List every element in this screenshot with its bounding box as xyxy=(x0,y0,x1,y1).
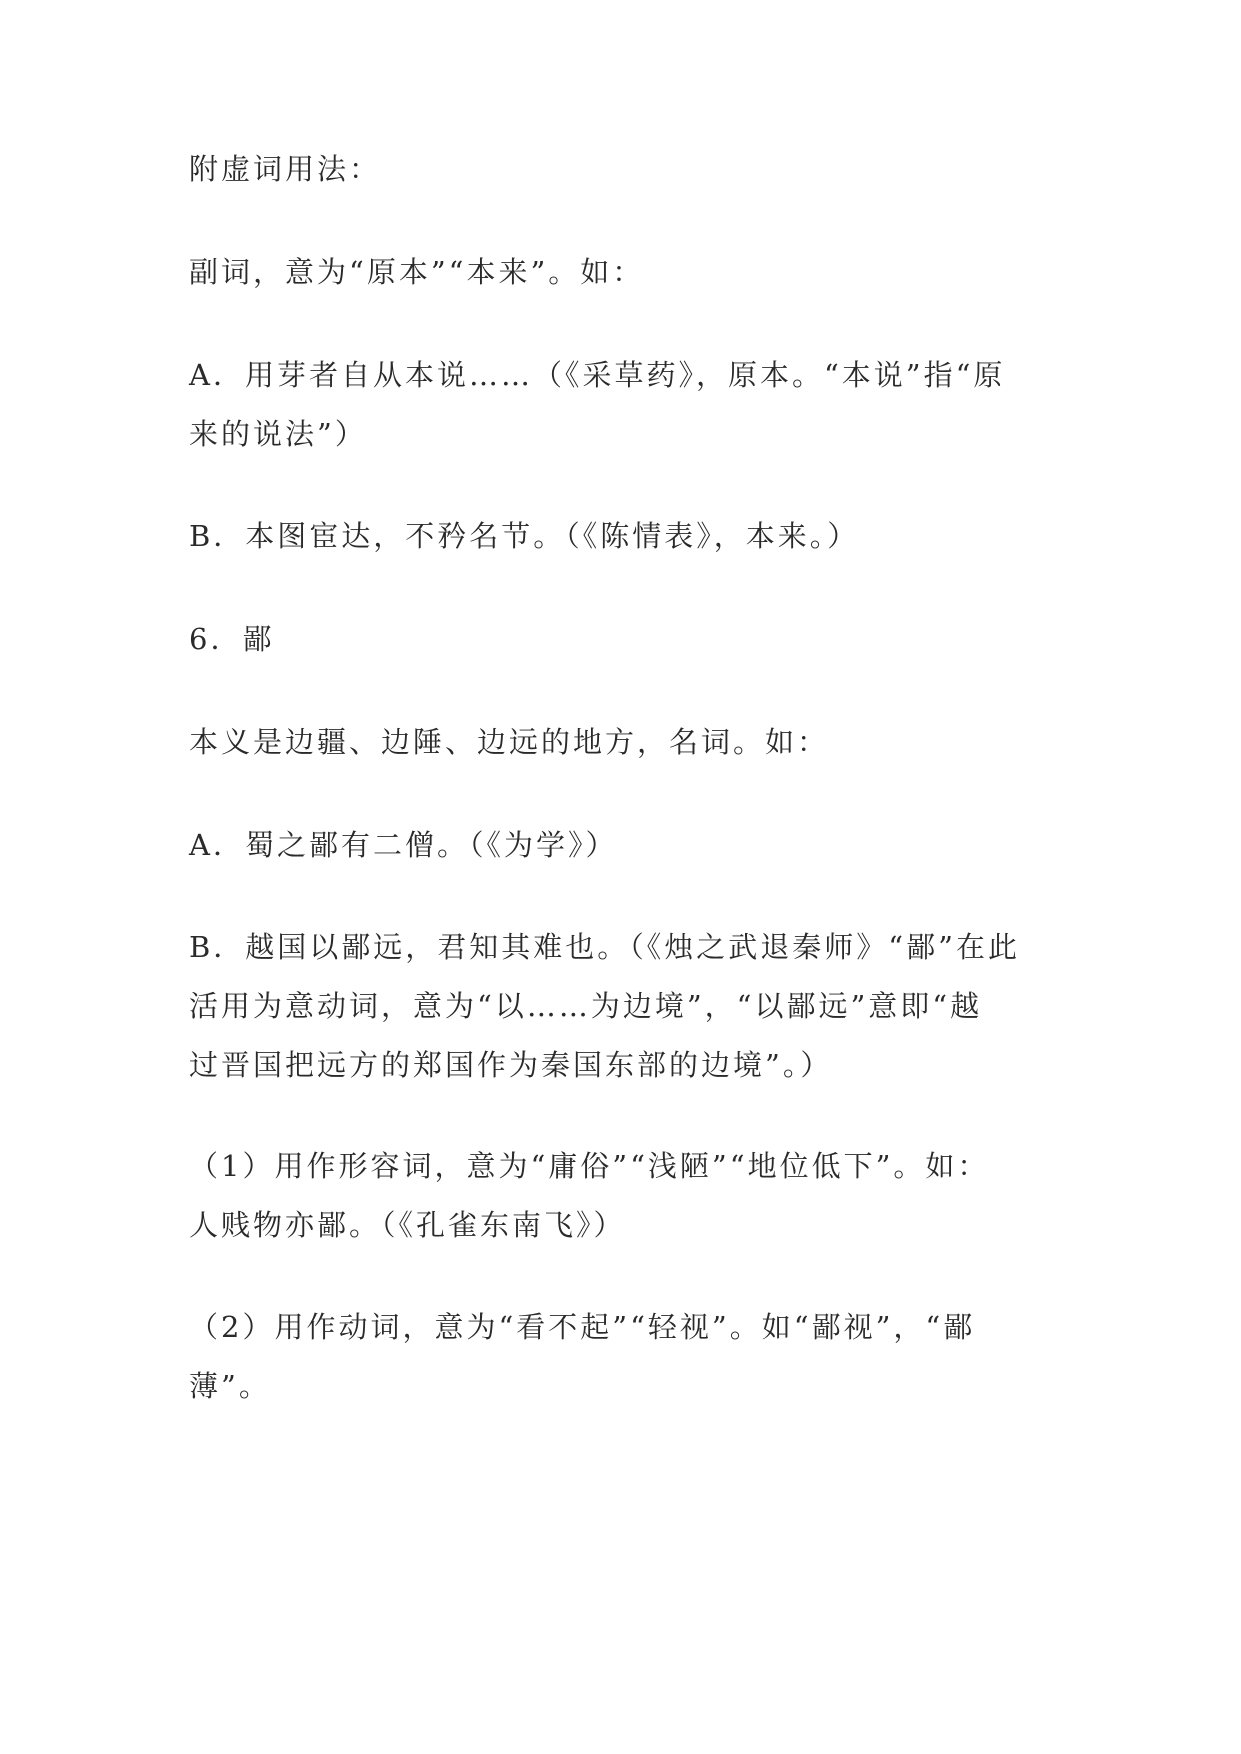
text-line: A．用芽者自从本说……（《采草药》，原本。“本说”指“原 xyxy=(189,358,1006,392)
paragraph-heading-6-bi xyxy=(189,610,1059,669)
text-line: 人贱物亦鄙。（《孔雀东南飞》） xyxy=(189,1208,626,1242)
paragraph-function-word-usage xyxy=(189,140,1059,199)
text-line: （1）用作形容词，意为“庸俗”“浅陋”“地位低下”。如： xyxy=(189,1149,990,1183)
text-line: 副词，意为“原本”“本来”。如： xyxy=(189,255,645,289)
text-line: B．本图宦达，不矜名节。（《陈情表》，本来。） xyxy=(189,519,860,553)
text-line: 过晋国把远方的郑国作为秦国东部的边境”。） xyxy=(189,1048,833,1082)
text-line: 附虚词用法： xyxy=(189,152,382,186)
text-line: 来的说法”） xyxy=(189,417,367,451)
text-line: 6．鄙 xyxy=(189,622,275,656)
paragraph-example-b-zhuzhiwu xyxy=(189,918,1059,1095)
paragraph-usage-adjective xyxy=(189,1137,1059,1255)
paragraph-bi-original-meaning xyxy=(189,713,1059,772)
paragraph-example-b-chenqingbiao xyxy=(189,507,1059,566)
paragraph-usage-verb xyxy=(189,1298,1059,1416)
text-line: B．越国以鄙远，君知其难也。（《烛之武退秦师》“鄙”在此 xyxy=(189,930,1020,964)
paragraph-example-a-weixue xyxy=(189,816,1059,875)
text-line: A．蜀之鄙有二僧。（《为学》） xyxy=(189,828,618,862)
text-line: （2）用作动词，意为“看不起”“轻视”。如“鄙视”，“鄙 xyxy=(189,1310,976,1344)
text-line: 活用为意动词，意为“以……为边境”，“以鄙远”意即“越 xyxy=(189,989,983,1023)
paragraph-example-a-caicaoyao xyxy=(189,346,1059,464)
text-line: 薄”。 xyxy=(189,1369,271,1403)
paragraph-adverb-definition xyxy=(189,243,1059,302)
text-line: 本义是边疆、边陲、边远的地方，名词。如： xyxy=(189,725,830,759)
